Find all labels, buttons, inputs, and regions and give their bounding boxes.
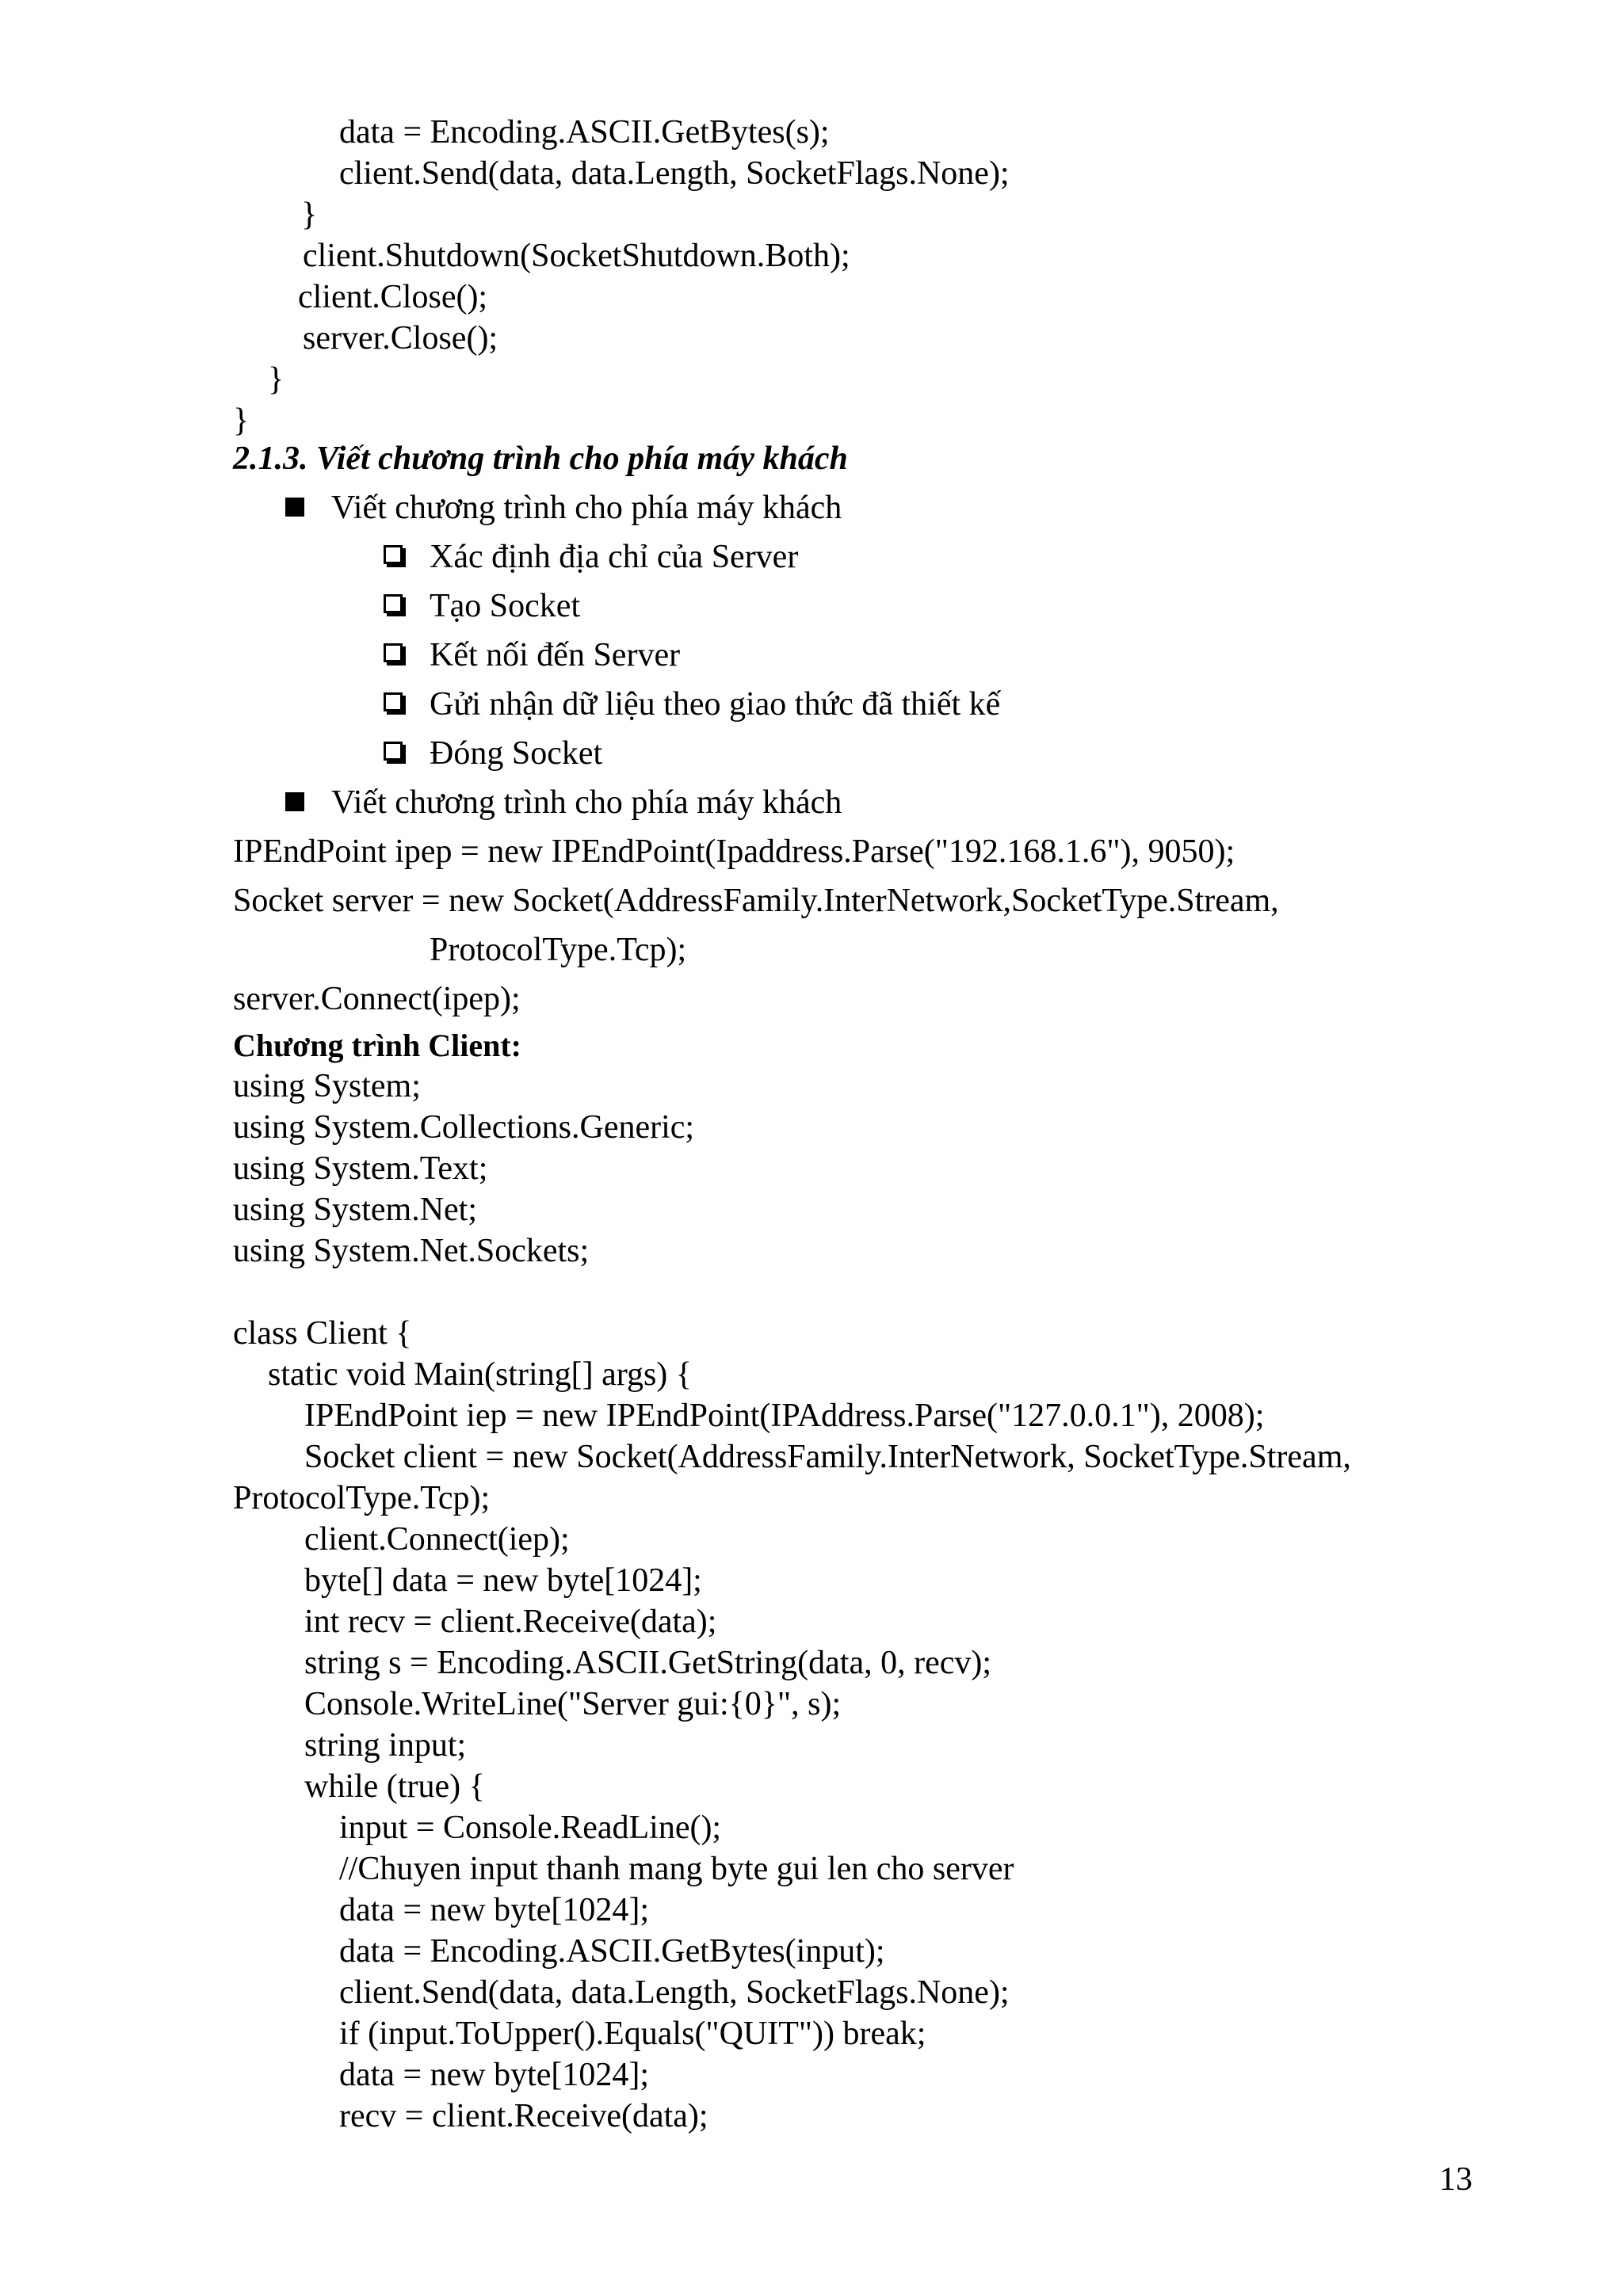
square-bullet-icon: [285, 498, 304, 517]
code-line: client.Send(data, data.Length, SocketFlags.None);: [339, 155, 1010, 192]
code-line: class Client {: [233, 1315, 412, 1352]
code-line: client.Connect(iep);: [304, 1521, 570, 1558]
sub-item: Xác định địa chỉ của Server: [430, 539, 799, 575]
checkbox-bullet-icon: [384, 742, 403, 761]
code-line: data = Encoding.ASCII.GetBytes(input);: [339, 1933, 885, 1970]
code-line: using System.Collections.Generic;: [233, 1109, 695, 1146]
code-line: Socket client = new Socket(AddressFamily.InterNetwork, SocketType.Stream,: [304, 1439, 1351, 1475]
code-line: client.Close();: [298, 279, 488, 315]
page-number: 13: [1439, 2161, 1472, 2198]
sub-item: Đóng Socket: [430, 735, 603, 772]
checkbox-bullet-icon: [384, 643, 403, 662]
code-line: recv = client.Receive(data);: [339, 2098, 708, 2134]
code-line: //Chuyen input thanh mang byte gui len cho server: [339, 1851, 1014, 1887]
code-line: IPEndPoint iep = new IPEndPoint(IPAddress.Parse("127.0.0.1"), 2008);: [304, 1398, 1265, 1434]
code-line: if (input.ToUpper().Equals("QUIT")) break;: [339, 2016, 926, 2052]
checkbox-bullet-icon: [384, 594, 403, 613]
code-line: Socket server = new Socket(AddressFamily.InterNetwork,SocketType.Stream,: [233, 883, 1279, 919]
bullet-text: Viết chương trình cho phía máy khách: [331, 490, 842, 526]
code-line: ProtocolType.Tcp);: [233, 1480, 491, 1516]
sub-item: Kết nối đến Server: [430, 637, 681, 673]
code-line: using System.Net;: [233, 1192, 478, 1228]
checkbox-bullet-icon: [384, 692, 403, 711]
section-heading: 2.1.3. Viết chương trình cho phía máy khách: [233, 441, 848, 477]
code-line: static void Main(string[] args) {: [268, 1356, 692, 1393]
code-line: }: [268, 361, 285, 398]
code-line: client.Send(data, data.Length, SocketFlags.None);: [339, 1974, 1010, 2011]
client-program-label: Chương trình Client:: [233, 1028, 521, 1063]
code-line: using System.Net.Sockets;: [233, 1233, 590, 1269]
sub-item: Gửi nhận dữ liệu theo giao thức đã thiết kế: [430, 686, 1001, 723]
sub-item: Tạo Socket: [430, 588, 581, 624]
code-line: server.Close();: [303, 320, 498, 357]
code-line: client.Shutdown(SocketShutdown.Both);: [303, 238, 850, 274]
square-bullet-icon: [285, 792, 304, 811]
code-line: while (true) {: [304, 1768, 485, 1805]
code-line: IPEndPoint ipep = new IPEndPoint(Ipaddress.Parse("192.168.1.6"), 9050);: [233, 833, 1235, 870]
code-line: string s = Encoding.ASCII.GetString(data, 0, recv);: [304, 1645, 992, 1681]
code-line: data = new byte[1024];: [339, 2057, 650, 2093]
code-line: }: [301, 196, 318, 233]
code-line: byte[] data = new byte[1024];: [304, 1562, 702, 1599]
code-line: using System;: [233, 1068, 421, 1104]
code-line: using System.Text;: [233, 1150, 488, 1187]
code-line: Console.WriteLine("Server gui:{0}", s);: [304, 1686, 842, 1722]
code-line: input = Console.ReadLine();: [339, 1810, 722, 1846]
code-line: string input;: [304, 1727, 467, 1764]
bullet-text: Viết chương trình cho phía máy khách: [331, 784, 842, 821]
checkbox-bullet-icon: [384, 545, 403, 564]
code-line: int recv = client.Receive(data);: [304, 1604, 717, 1640]
code-line: }: [233, 402, 250, 439]
code-line: data = new byte[1024];: [339, 1892, 650, 1928]
code-line: ProtocolType.Tcp);: [430, 932, 687, 968]
code-line: server.Connect(ipep);: [233, 981, 521, 1017]
code-line: data = Encoding.ASCII.GetBytes(s);: [339, 114, 830, 151]
